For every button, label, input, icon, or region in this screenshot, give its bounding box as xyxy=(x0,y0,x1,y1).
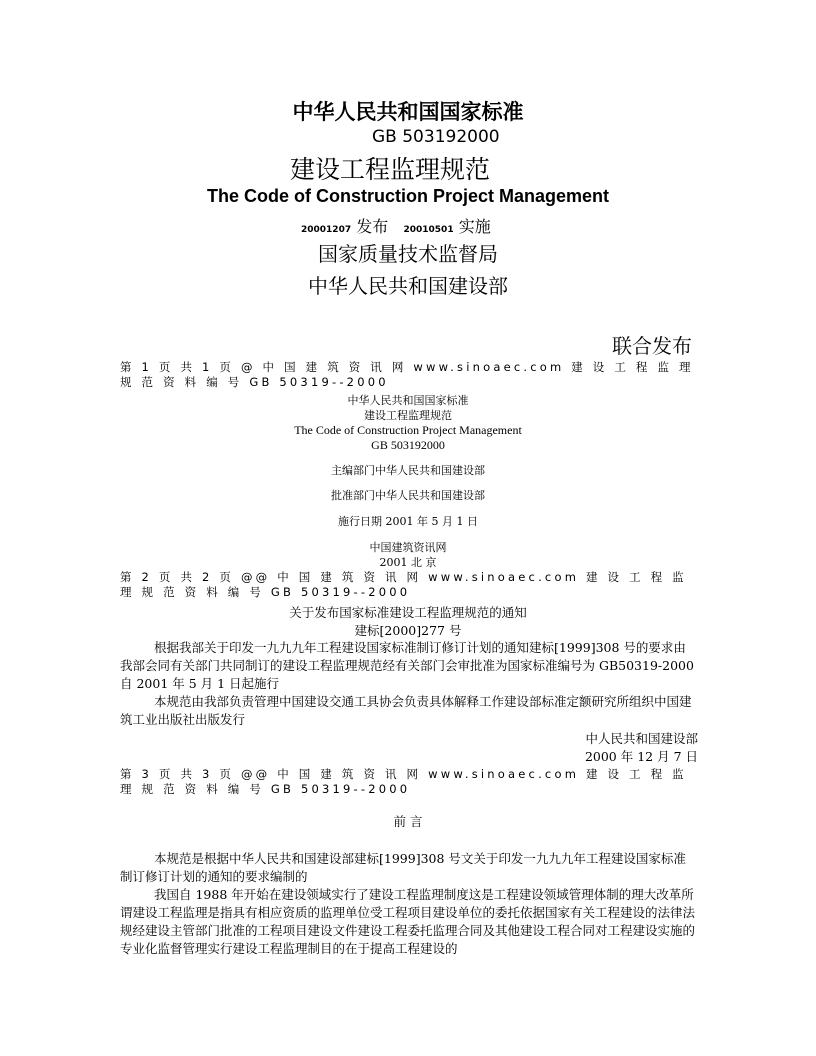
preface-title: 前 言 xyxy=(393,814,423,829)
notice-body xyxy=(120,639,697,729)
approving-department: 批准部门中华人民共和国建设部 xyxy=(331,489,485,502)
publish-label: 发布 xyxy=(356,217,389,236)
title-page-line-1: 中华人民共和国国家标准 xyxy=(347,394,469,407)
notice-date: 2000 年 12 月 7 日 xyxy=(584,749,698,764)
effective-date: 施行日期 2001 年 5 月 1 日 xyxy=(338,515,478,528)
page-footer-2: 第 2 页 共 2 页 @@ 中 国 建 筑 资 讯 网 www.sinoaec.com 建 设 工 程 监 理 规 范 资 料 编 号 GB 50319--2000 xyxy=(120,570,687,599)
page-footer-3: 第 3 页 共 3 页 @@ 中 国 建 筑 资 讯 网 www.sinoaec.com 建 设 工 程 监 理 规 范 资 料 编 号 GB 50319--2000 xyxy=(120,767,687,796)
preface-paragraph-2: 我国自 1988 年开始在建设领域实行了建设工程监理制度这是工程建设领域管理体制的理大改革所谓建设工程监理是指具有相应资质的监理单位受工程项目建设单位的委托依据国家有关工程建设的法律法规经建设主管部门批准的工程项目建设文件建设工程委托监理合同及其他建设工程合同对工程建设实施的专业化监督管理实行建设工程监理制目的在于提高工程建设的 xyxy=(120,887,696,956)
title-page-line-4: GB 503192000 xyxy=(371,438,445,452)
cover-title-cn: 中华人民共和国国家标准 xyxy=(292,100,524,124)
publish-place: 2001 北 京 xyxy=(379,556,437,569)
preface-body xyxy=(120,850,697,958)
preface-paragraph-1: 本规范是根据中华人民共和国建设部建标[1999]308 号文关于印发一九九九年工程建设国家标准制订修订计划的通知的要求编制的 xyxy=(120,851,686,884)
implement-date: 20010501 xyxy=(403,225,454,235)
publish-date: 20001207 xyxy=(301,225,352,235)
cover-name-cn: 建设工程监理规范 xyxy=(290,155,491,184)
chief-department: 主编部门中华人民共和国建设部 xyxy=(331,464,485,477)
title-page-line-3: The Code of Construction Project Management xyxy=(294,423,522,437)
page-footer-1: 第 1 页 共 1 页 @ 中 国 建 筑 资 讯 网 www.sinoaec.com 建 设 工 程 监 理 规 范 资 料 编 号 GB 50319--2000 xyxy=(120,360,694,389)
cover-issuer-2: 中华人民共和国建设部 xyxy=(308,274,508,298)
notice-title: 关于发布国家标准建设工程监理规范的通知 xyxy=(289,605,527,620)
cover-joint-publish: 联合发布 xyxy=(612,334,692,358)
notice-paragraph-1: 根据我部关于印发一九九九年工程建设国家标准制订修订计划的通知建标[1999]308 号的要求由我部会同有关部门共同制订的建设工程监理规范经有关部门会审批准为国家标准编号为 GB50319-2000 自 2001 年 5 月 1 日起施行 xyxy=(120,640,694,691)
notice-paragraph-2: 本规范由我部负责管理中国建设交通工具协会负责具体解释工作建设部标准定额研究所组织中国建筑工业出版社出版发行 xyxy=(120,694,692,727)
notice-number: 建标[2000]277 号 xyxy=(354,623,462,638)
cover-name-en: The Code of Construction Project Management xyxy=(206,186,610,206)
notice-signer: 中人民共和国建设部 xyxy=(585,731,698,746)
cover-issuer-1: 国家质量技术监督局 xyxy=(318,242,498,266)
cover-dates xyxy=(301,214,491,237)
publisher: 中国建筑资讯网 xyxy=(369,541,447,554)
cover-standard-code: GB 503192000 xyxy=(372,127,500,147)
implement-label: 实施 xyxy=(458,217,491,236)
title-page-line-2: 建设工程监理规范 xyxy=(364,409,452,422)
